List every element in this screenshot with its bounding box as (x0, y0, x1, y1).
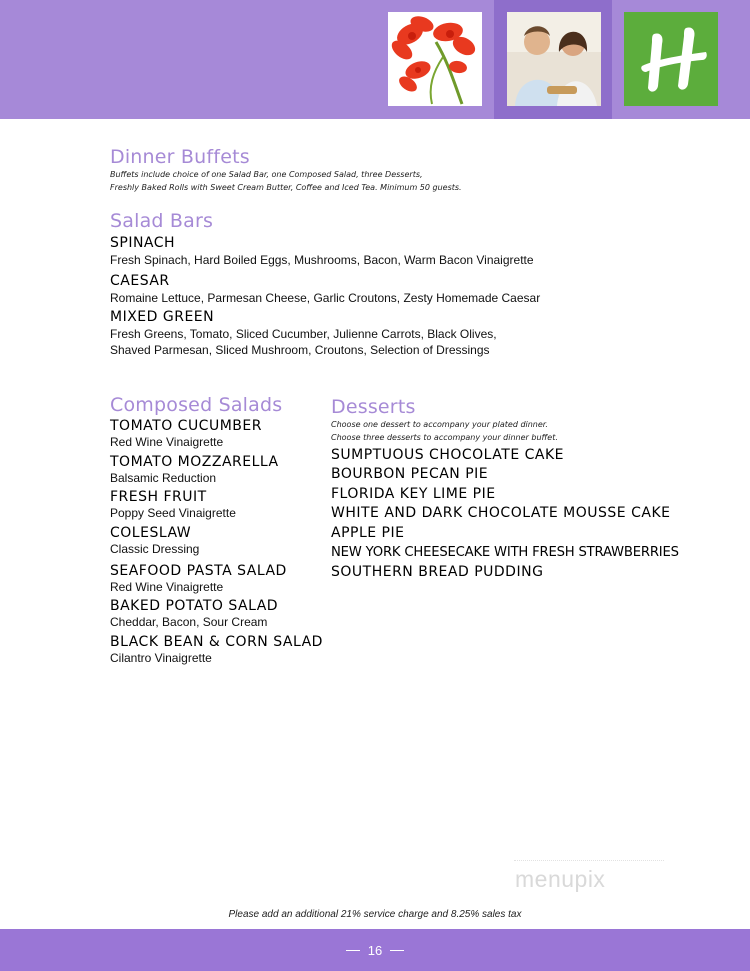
salad-bar-caesar-name: CAESAR (110, 273, 170, 289)
dessert-item: WHITE AND DARK CHOCOLATE MOUSSE CAKE (331, 505, 671, 521)
salad-bar-spinach-desc: Fresh Spinach, Hard Boiled Eggs, Mushrooms, Bacon, Warm Bacon Vinaigrette (110, 253, 534, 267)
composed-salad-name: COLESLAW (110, 525, 192, 541)
page-number-right-dash (390, 950, 404, 951)
composed-salad-desc: Classic Dressing (110, 542, 200, 556)
desserts-note-line-2: Choose three desserts to accompany your dinner buffet. (331, 433, 558, 442)
composed-salads-heading: Composed Salads (110, 394, 283, 416)
composed-salad-desc: Red Wine Vinaigrette (110, 580, 224, 594)
page-number: 16 (367, 942, 383, 958)
desserts-note-line-1: Choose one dessert to accompany your plated dinner. (331, 420, 548, 429)
dessert-item: SOUTHERN BREAD PUDDING (331, 564, 544, 580)
dessert-item: FLORIDA KEY LIME PIE (331, 486, 496, 502)
composed-salad-desc: Poppy Seed Vinaigrette (110, 506, 236, 520)
salad-bars-heading: Salad Bars (110, 210, 214, 232)
holiday-inn-logo (624, 12, 718, 106)
composed-salad-name: BLACK BEAN & CORN SALAD (110, 634, 323, 650)
composed-salad-desc: Cheddar, Bacon, Sour Cream (110, 615, 268, 629)
couple-dining-photo (507, 12, 601, 106)
composed-salad-desc: Red Wine Vinaigrette (110, 435, 224, 449)
dinner-buffets-note-line-2: Freshly Baked Rolls with Sweet Cream Butter, Coffee and Iced Tea. Minimum 50 guests. (110, 183, 462, 192)
menupix-watermark: menupix (515, 866, 606, 892)
desserts-heading: Desserts (331, 396, 416, 418)
composed-salad-name: TOMATO MOZZARELLA (110, 454, 279, 470)
composed-salad-name: SEAFOOD PASTA SALAD (110, 563, 287, 579)
page-number-left-dash (346, 950, 360, 951)
salad-bar-mixed-green-desc-line-1: Fresh Greens, Tomato, Sliced Cucumber, Julienne Carrots, Black Olives, (110, 327, 497, 341)
red-orchid-photo (388, 12, 482, 106)
dinner-buffets-heading: Dinner Buffets (110, 146, 250, 168)
composed-salad-name: BAKED POTATO SALAD (110, 598, 279, 614)
page-number-container (0, 929, 750, 971)
dessert-item: APPLE PIE (331, 525, 405, 541)
salad-bar-spinach-name: SPINACH (110, 235, 176, 251)
composed-salad-name: FRESH FRUIT (110, 489, 207, 505)
composed-salad-desc: Cilantro Vinaigrette (110, 651, 212, 665)
service-charge-note: Please add an additional 21% service charge and 8.25% sales tax (228, 909, 522, 920)
dessert-item: SUMPTUOUS CHOCOLATE CAKE (331, 447, 565, 463)
composed-salad-name: TOMATO CUCUMBER (110, 418, 262, 434)
watermark-divider (514, 860, 664, 861)
salad-bar-mixed-green-desc-line-2: Shaved Parmesan, Sliced Mushroom, Croutons, Selection of Dressings (110, 343, 490, 357)
footer-band (0, 929, 750, 971)
header-band (0, 0, 750, 119)
salad-bar-caesar-desc: Romaine Lettuce, Parmesan Cheese, Garlic Croutons, Zesty Homemade Caesar (110, 291, 541, 305)
dessert-item: NEW YORK CHEESECAKE WITH FRESH STRAWBERRIES (331, 545, 679, 560)
dinner-buffets-note-line-1: Buffets include choice of one Salad Bar, one Composed Salad, three Desserts, (110, 170, 423, 179)
dessert-item: BOURBON PECAN PIE (331, 466, 489, 482)
composed-salad-desc: Balsamic Reduction (110, 471, 217, 485)
salad-bar-mixed-green-name: MIXED GREEN (110, 309, 215, 325)
